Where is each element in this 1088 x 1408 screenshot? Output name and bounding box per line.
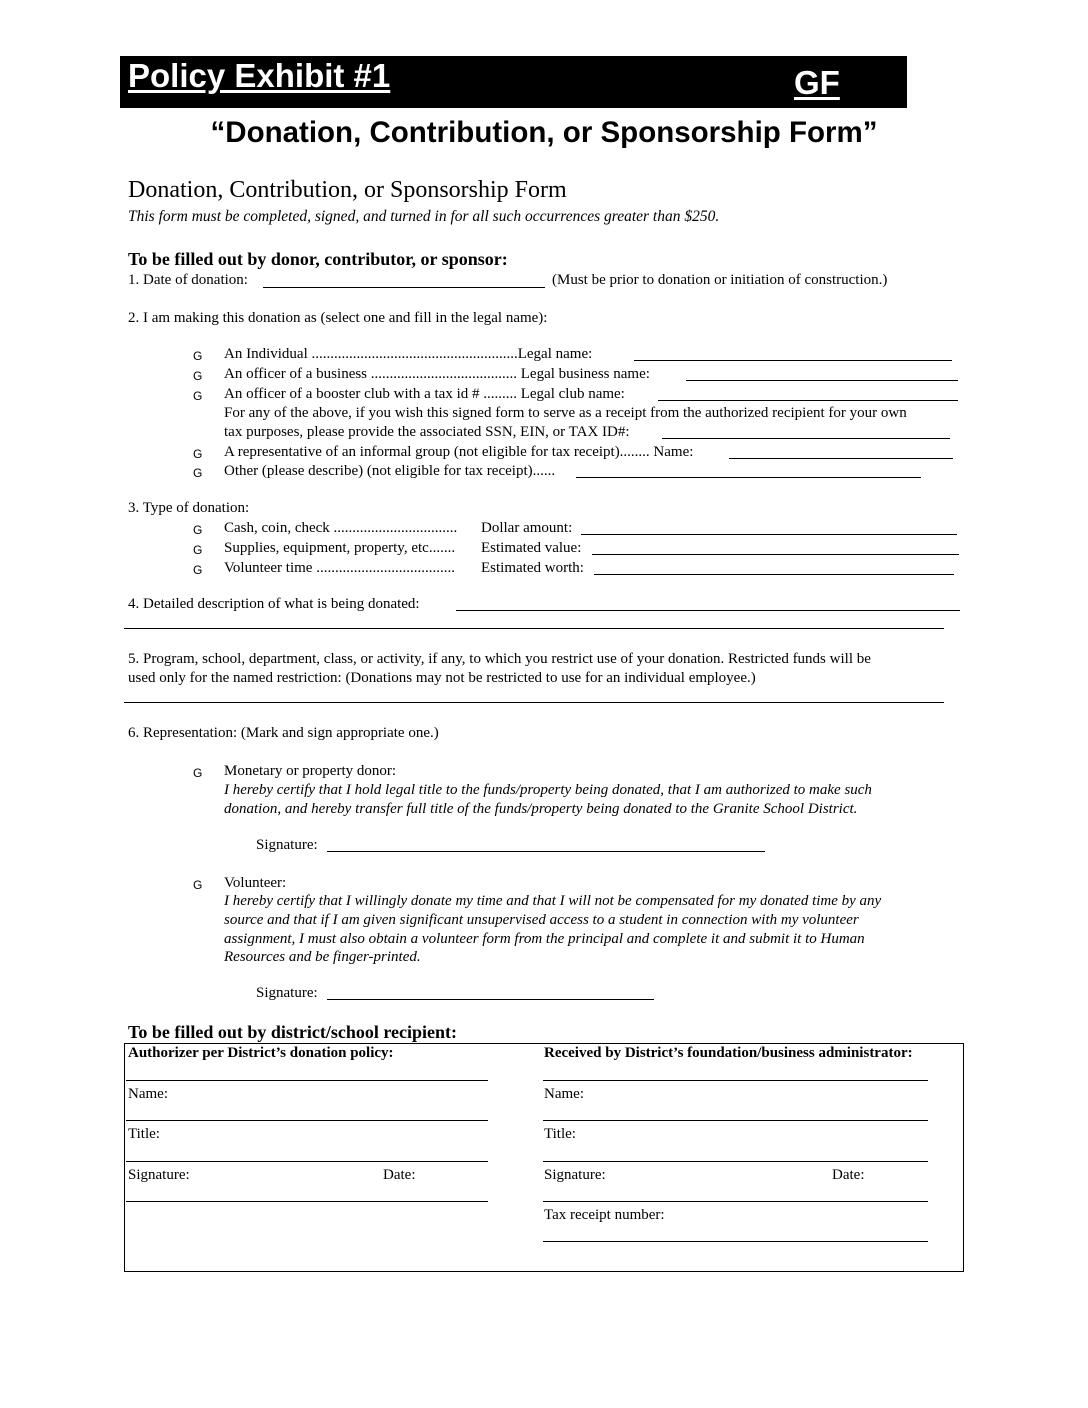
monetary-donor-title: Monetary or property donor: [224, 763, 397, 779]
page-title: “Donation, Contribution, or Sponsorship Form” [210, 116, 878, 149]
administrator-line[interactable] [543, 1080, 928, 1081]
restriction-field[interactable] [124, 702, 944, 703]
checkbox-supplies[interactable]: G [193, 543, 203, 557]
q6-label: 6. Representation: (Mark and sign appropriate one.) [128, 725, 439, 741]
checkbox-volunteer[interactable]: G [193, 878, 203, 892]
volunteer-certification-line3: assignment, I must also obtain a volunteer form from the principal and complete it and submit it to Human [224, 931, 865, 947]
description-field-line2[interactable] [124, 628, 944, 629]
q5-line1: 5. Program, school, department, class, or activity, if any, to which you restrict use of your donation. Restricted funds will be [128, 651, 871, 667]
checkbox-business-officer[interactable]: G [193, 369, 203, 383]
description-field-line1[interactable] [456, 610, 960, 611]
form-title: Donation, Contribution, or Sponsorship Form [128, 177, 567, 203]
other-description-field[interactable] [576, 477, 921, 478]
option-individual: An Individual .......................................................Legal name: [224, 346, 593, 362]
volunteer-signature-field[interactable] [327, 999, 654, 1000]
option-booster-club: An officer of a booster club with a tax id # ......... Legal club name: [224, 386, 625, 402]
administrator-title-label: Title: [544, 1126, 576, 1142]
volunteer-certification-line2: source and that if I am given significant unsupervised access to a student in connection with my volunteer [224, 912, 859, 928]
legal-name-field[interactable] [634, 360, 952, 361]
q3-label: 3. Type of donation: [128, 500, 250, 516]
administrator-signature-label: Signature: [544, 1167, 606, 1183]
checkbox-other[interactable]: G [193, 466, 203, 480]
monetary-signature-label: Signature: [256, 837, 318, 853]
checkbox-informal-group[interactable]: G [193, 447, 203, 461]
administrator-heading: Received by District’s foundation/business administrator: [544, 1045, 913, 1061]
q1-note: (Must be prior to donation or initiation of construction.) [552, 272, 888, 288]
authorizer-title-label: Title: [128, 1126, 160, 1142]
authorizer-name-field[interactable] [126, 1120, 488, 1121]
q2-label: 2. I am making this donation as (select one and fill in the legal name): [128, 310, 548, 326]
checkbox-individual[interactable]: G [193, 349, 203, 363]
receipt-note-line2: tax purposes, please provide the associated SSN, EIN, or TAX ID#: [224, 424, 630, 440]
tax-receipt-field[interactable] [543, 1241, 928, 1242]
checkbox-cash[interactable]: G [193, 523, 203, 537]
legal-business-name-field[interactable] [686, 380, 958, 381]
district-section-heading: To be filled out by district/school recipient: [128, 1022, 458, 1042]
monetary-signature-field[interactable] [327, 851, 765, 852]
dollar-amount-field[interactable] [581, 534, 957, 535]
option-cash: Cash, coin, check ................................. [224, 520, 458, 536]
administrator-name-label: Name: [544, 1086, 584, 1102]
estimated-worth-field[interactable] [594, 574, 954, 575]
authorizer-signature-label: Signature: [128, 1167, 190, 1183]
administrator-name-field[interactable] [543, 1120, 928, 1121]
administrator-date-label: Date: [832, 1167, 865, 1183]
monetary-certification-line2: donation, and hereby transfer full title of the funds/property being donated to the Granite School District. [224, 801, 858, 817]
volunteer-certification-line4: Resources and be finger-printed. [224, 949, 421, 965]
volunteer-signature-label: Signature: [256, 985, 318, 1001]
q1-label: 1. Date of donation: [128, 272, 248, 288]
estimated-value-label: Estimated value: [481, 540, 582, 556]
administrator-title-field[interactable] [543, 1161, 928, 1162]
option-informal-group: A representative of an informal group (not eligible for tax receipt)........ Name: [224, 444, 694, 460]
recipient-box [124, 1043, 964, 1272]
option-other: Other (please describe) (not eligible for tax receipt)...... [224, 463, 556, 479]
checkbox-booster-club[interactable]: G [193, 389, 203, 403]
form-subtitle: This form must be completed, signed, and turned in for all such occurrences greater than $250. [128, 208, 720, 225]
checkbox-volunteer-time[interactable]: G [193, 563, 203, 577]
authorizer-title-field[interactable] [126, 1161, 488, 1162]
group-name-field[interactable] [729, 458, 953, 459]
administrator-signature-field[interactable] [543, 1201, 928, 1202]
q4-label: 4. Detailed description of what is being donated: [128, 596, 420, 612]
option-volunteer-time: Volunteer time ..................................... [224, 560, 455, 576]
dollar-amount-label: Dollar amount: [481, 520, 573, 536]
receipt-note-line1: For any of the above, if you wish this signed form to serve as a receipt from the authorized recipient for your own [224, 405, 907, 421]
estimated-worth-label: Estimated worth: [481, 560, 584, 576]
authorizer-date-label: Date: [383, 1167, 416, 1183]
volunteer-title: Volunteer: [224, 875, 287, 891]
exhibit-title: Policy Exhibit #1 [128, 57, 391, 94]
option-supplies: Supplies, equipment, property, etc....... [224, 540, 456, 556]
authorizer-name-label: Name: [128, 1086, 168, 1102]
date-of-donation-field[interactable] [263, 287, 545, 288]
donor-section-heading: To be filled out by donor, contributor, or sponsor: [128, 249, 508, 269]
authorizer-signature-field[interactable] [126, 1201, 488, 1202]
volunteer-certification-line1: I hereby certify that I willingly donate my time and that I will not be compensated for my donated time by any [224, 893, 882, 909]
authorizer-heading: Authorizer per District’s donation policy: [128, 1045, 394, 1061]
authorizer-line[interactable] [126, 1080, 488, 1081]
checkbox-monetary-donor[interactable]: G [193, 766, 203, 780]
tax-receipt-label: Tax receipt number: [544, 1207, 665, 1223]
tax-id-field[interactable] [662, 438, 950, 439]
estimated-value-field[interactable] [592, 554, 959, 555]
legal-club-name-field[interactable] [658, 400, 958, 401]
monetary-certification-line1: I hereby certify that I hold legal title to the funds/property being donated, that I am authorized to make such [224, 782, 872, 798]
q5-line2: used only for the named restriction: (Donations may not be restricted to use for an individual employee.) [128, 670, 756, 686]
policy-code: GF [794, 64, 840, 101]
option-business-officer: An officer of a business ....................................... Legal business name: [224, 366, 650, 382]
